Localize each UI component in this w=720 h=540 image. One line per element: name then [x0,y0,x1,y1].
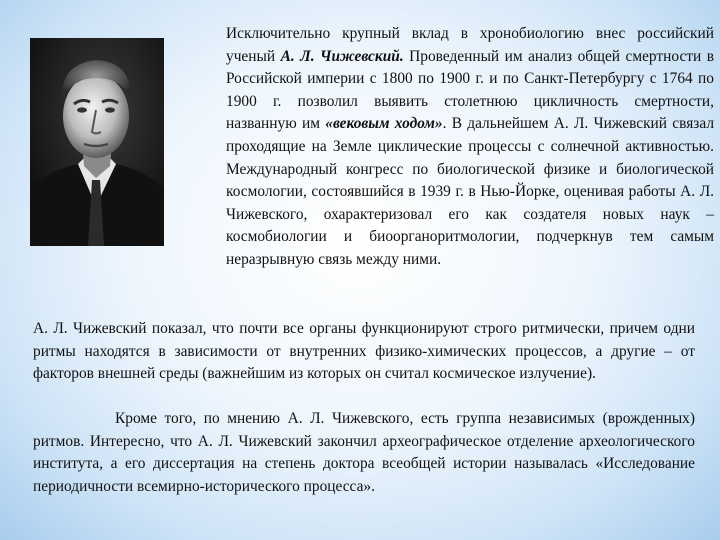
portrait-photo [30,38,164,246]
portrait-image [30,38,164,246]
intro-text-2: Проведенный им анализ общей смертности в Российской империи с 1800 по 1900 г. и по Санкт-Петербургу с 1764 по 1900 г. позволил выявить столетнюю цикличность смертности, названную им [226,47,714,133]
rhythm-paragraph: А. Л. Чижевский показал, что почти все органы функционируют строго ритмически, причем одни ритмы находятся в зависимости от внутренних физико-химических процессов, а другие – от факторов внешней среды (важнейшим из которых он считал космическое излучение). [33,320,695,383]
intro-text-3: . В дальнейшем А. Л. Чижевский связал проходящие на Земле циклические процессы с солнечной активностью. Международный конгресс по биологической физике и биологической космологии, состоявшийся в 1939 г. в Нью-Йорке, оценивая работы А. Л. Чижевского, охарактеризовал его как создателя новых наук – космобиологии и биоорганоритмологии, подчеркнув тем самым неразрывную связь между ними. [226,115,715,268]
century-course-quote: «вековым ходом» [325,115,443,133]
intro-paragraph [186,23,714,272]
intro-text-1: Исключительно крупный вклад в хронобиологию внес российский ученый [226,25,714,65]
innate-rhythms-paragraph: Кроме того, по мнению А. Л. Чижевского, есть группа независимых (врожденных) ритмов. Интересно, что А. Л. Чижевский закончил археографическое отделение археологического института, а его диссертация на степень доктора всеобщей истории называлась «Исследование периодичности всемирно-исторического процесса». [33,410,695,495]
scientist-name: А. Л. Чижевский. [280,47,404,65]
